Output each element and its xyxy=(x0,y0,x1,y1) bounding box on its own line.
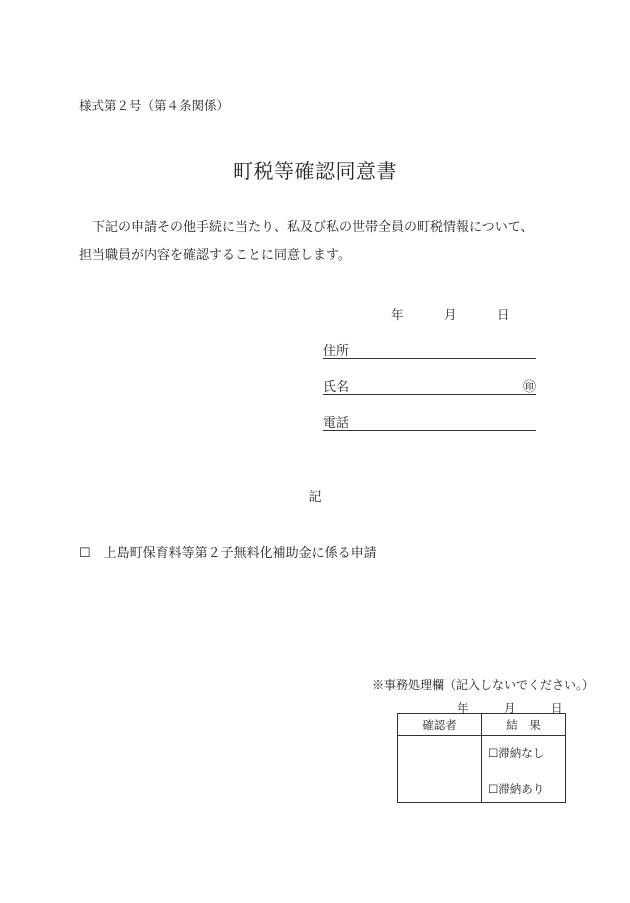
office-date-year: 年 xyxy=(457,701,469,715)
address-label: 住所 xyxy=(323,344,350,359)
office-date-day: 日 xyxy=(551,701,563,715)
document-title: 町税等確認同意書 xyxy=(233,159,397,183)
application-item xyxy=(79,542,377,561)
form-number: 様式第２号（第４条関係） xyxy=(79,98,230,113)
address-field[interactable] xyxy=(323,340,536,359)
phone-label: 電話 xyxy=(323,416,350,431)
result-header: 結 果 xyxy=(482,714,566,736)
date-day: 日 xyxy=(497,307,510,322)
name-label: 氏名 xyxy=(323,380,350,395)
paragraph-line-2: 担当職員が内容を確認することに同意します。 xyxy=(79,248,351,263)
result-cell xyxy=(482,736,566,803)
arrears-option[interactable]: ☐滞納あり xyxy=(488,782,545,796)
confirmer-header: 確認者 xyxy=(398,714,482,736)
office-use-table xyxy=(397,713,566,803)
name-field[interactable] xyxy=(323,376,536,395)
office-use-note: ※事務処理欄（記入しないでください。） xyxy=(372,678,595,692)
date-month: 月 xyxy=(444,307,457,322)
no-arrears-option[interactable]: ☐滞納なし xyxy=(488,746,545,760)
office-date-month: 月 xyxy=(504,701,516,715)
phone-field[interactable] xyxy=(323,412,536,431)
consent-paragraph xyxy=(79,214,559,270)
item-label: 上島町保育料等第２子無料化補助金に係る申請 xyxy=(103,546,377,561)
confirmer-cell xyxy=(398,736,482,803)
date-year: 年 xyxy=(391,307,404,322)
item-checkbox[interactable]: ☐ xyxy=(79,546,91,561)
ki-heading: 記 xyxy=(308,490,322,505)
paragraph-line-1: 下記の申請その他手続に当たり、私及び私の世帯全員の町税情報について、 xyxy=(92,220,534,235)
seal-mark: ㊞ xyxy=(522,380,536,395)
